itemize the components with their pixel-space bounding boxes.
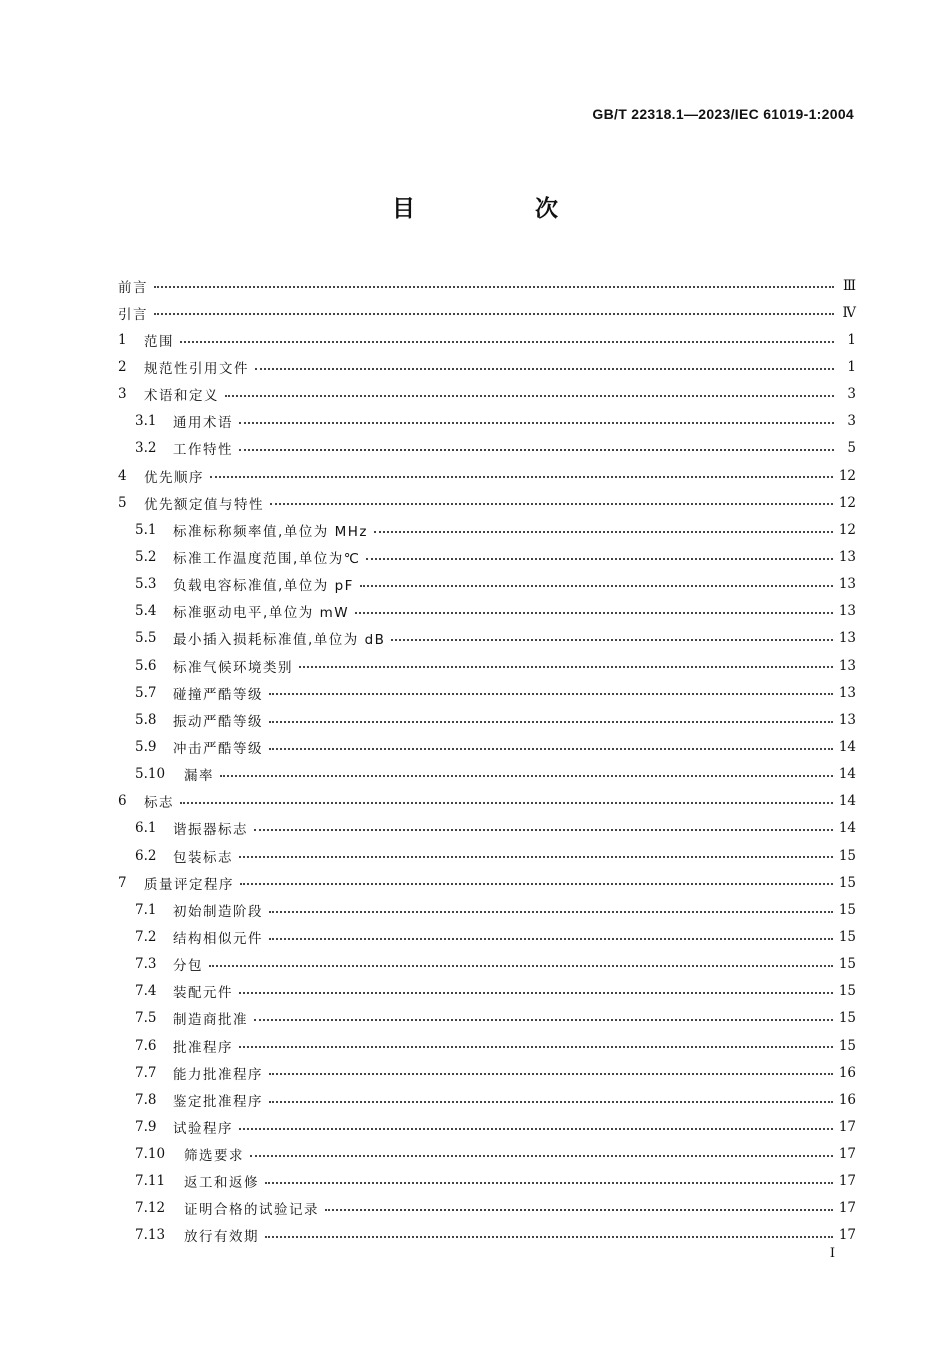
toc-entry-label: 术语和定义 — [144, 388, 219, 405]
toc-entry-number: 7.7 — [135, 1064, 157, 1081]
toc-entry-page: 13 — [838, 576, 856, 593]
toc-entry-label: 振动严酷等级 — [173, 713, 263, 730]
toc-title: 目 次 — [391, 196, 614, 222]
toc-entry-number: 3.1 — [135, 413, 157, 430]
toc-entry-label: 规范性引用文件 — [144, 360, 249, 377]
toc-entry-label: 证明合格的试验记录 — [184, 1202, 319, 1219]
toc-dot-leader — [269, 924, 833, 940]
toc-entry-page: 15 — [838, 847, 856, 864]
toc-entry[interactable] — [118, 1032, 856, 1059]
toc-dot-leader — [265, 1223, 833, 1239]
toc-dot-leader — [240, 870, 833, 886]
toc-entry-page: 15 — [838, 901, 856, 918]
toc-entry-label: 批准程序 — [173, 1039, 233, 1056]
toc-entry[interactable] — [118, 706, 856, 733]
toc-dot-leader — [209, 951, 833, 967]
toc-entry-page: 3 — [847, 413, 856, 430]
toc-entry[interactable] — [118, 1195, 856, 1222]
toc-dot-leader — [239, 436, 834, 452]
toc-entry-page: 16 — [838, 1064, 856, 1081]
toc-dot-leader — [255, 354, 834, 370]
toc-entry-page: 13 — [838, 657, 856, 674]
toc-dot-leader — [366, 544, 832, 560]
toc-entry-number: 5.9 — [135, 738, 157, 755]
toc-entry[interactable] — [118, 978, 856, 1005]
toc-dot-leader — [239, 1033, 833, 1049]
toc-entry[interactable] — [118, 435, 856, 462]
toc-entry-page: 12 — [838, 494, 856, 511]
toc-entry-number: 5.3 — [135, 576, 157, 593]
toc-entry-number: 7.11 — [135, 1173, 166, 1190]
toc-entry-label: 标准标称频率值,单位为 MHz — [173, 523, 368, 540]
toc-entry-page: 17 — [838, 1227, 856, 1244]
toc-entry-page: 3 — [847, 386, 856, 403]
toc-entry-label: 引言 — [118, 306, 148, 323]
toc-entry[interactable] — [118, 625, 856, 652]
toc-entry-number: 5.5 — [135, 630, 157, 647]
toc-entry[interactable] — [118, 1141, 856, 1168]
toc-entry-page: 13 — [838, 684, 856, 701]
toc-entry-number: 5.2 — [135, 548, 157, 565]
toc-entry[interactable] — [118, 299, 856, 326]
toc-entry-page: 13 — [838, 630, 856, 647]
toc-entry-page: 17 — [838, 1173, 856, 1190]
toc-entry[interactable] — [118, 951, 856, 978]
toc-entry-number: 5.8 — [135, 711, 157, 728]
toc-entry-number: 6.1 — [135, 820, 157, 837]
toc-entry-page: 15 — [838, 874, 856, 891]
toc-dot-leader — [250, 1141, 833, 1157]
toc-entry-label: 结构相似元件 — [173, 930, 263, 947]
toc-entry-label: 范围 — [144, 333, 174, 350]
toc-entry-label: 漏率 — [184, 768, 214, 785]
toc-entry[interactable] — [118, 842, 856, 869]
toc-entry[interactable] — [118, 326, 856, 353]
toc-entry-label: 初始制造阶段 — [173, 903, 263, 920]
toc-dot-leader — [269, 1087, 833, 1103]
toc-entry-page: 15 — [838, 956, 856, 973]
toc-entry[interactable] — [118, 1222, 856, 1249]
toc-entry-label: 装配元件 — [173, 985, 233, 1002]
toc-dot-leader — [269, 707, 833, 723]
toc-entry-label: 筛选要求 — [184, 1148, 244, 1165]
toc-entry-number: 7.9 — [135, 1118, 157, 1135]
toc-dot-leader — [154, 300, 834, 316]
toc-entry-number: 7.3 — [135, 956, 157, 973]
toc-entry-page: 13 — [838, 548, 856, 565]
toc-entry[interactable] — [118, 761, 856, 788]
toc-entry[interactable] — [118, 652, 856, 679]
toc-entry-label: 试验程序 — [173, 1120, 233, 1137]
toc-entry-label: 标准气候环境类别 — [173, 659, 293, 676]
toc-entry-number: 7.4 — [135, 983, 157, 1000]
toc-entry-page: 15 — [838, 928, 856, 945]
page-number: I — [829, 1246, 835, 1261]
toc-dot-leader — [180, 788, 833, 804]
toc-entry-page: 13 — [838, 711, 856, 728]
toc-entry-page: 14 — [838, 820, 856, 837]
toc-entry-label: 放行有效期 — [184, 1229, 259, 1246]
toc-entry-label: 标准驱动电平,单位为 mW — [173, 605, 350, 622]
toc-entry-number: 7.12 — [135, 1200, 166, 1217]
toc-dot-leader — [360, 571, 833, 587]
toc-entry[interactable] — [118, 272, 856, 299]
toc-entry-label: 工作特性 — [173, 442, 233, 459]
toc-entry-page: 15 — [838, 983, 856, 1000]
toc-entry-label: 冲击严酷等级 — [173, 740, 263, 757]
toc-entry-number: 7.5 — [135, 1010, 157, 1027]
toc-entry-number: 7.6 — [135, 1037, 157, 1054]
toc-dot-leader — [269, 734, 833, 750]
toc-dot-leader — [239, 978, 833, 994]
toc-entry[interactable] — [118, 598, 856, 625]
toc-entry[interactable] — [118, 733, 856, 760]
toc-entry-page: 15 — [838, 1010, 856, 1027]
toc-entry-label: 返工和返修 — [184, 1175, 259, 1192]
toc-entry-page: 14 — [838, 766, 856, 783]
toc-entry-page: 12 — [838, 467, 856, 484]
toc-entry-label: 包装标志 — [173, 849, 233, 866]
toc-dot-leader — [325, 1196, 833, 1212]
toc-entry-number: 6 — [118, 793, 127, 810]
toc-entry-page: 1 — [847, 358, 856, 375]
toc-entry-page: 12 — [838, 521, 856, 538]
toc-entry-number: 5.10 — [135, 766, 166, 783]
toc-entry-label: 最小插入损耗标准值,单位为 dB — [173, 632, 386, 649]
toc-entry-number: 1 — [118, 331, 127, 348]
toc-entry-label: 前言 — [118, 279, 148, 296]
toc-entry-label: 制造商批准 — [173, 1012, 248, 1029]
toc-entry-label: 能力批准程序 — [173, 1066, 263, 1083]
toc-dot-leader — [254, 1006, 833, 1022]
toc-entry-number: 4 — [118, 467, 127, 484]
toc-entry-number: 7.13 — [135, 1227, 166, 1244]
toc-entry-number: 2 — [118, 358, 127, 375]
toc-entry-page: 17 — [838, 1118, 856, 1135]
toc-entry-number: 7 — [118, 874, 127, 891]
toc-entry[interactable] — [118, 543, 856, 570]
toc-entry-label: 鉴定批准程序 — [173, 1093, 263, 1110]
toc-entry[interactable] — [118, 1005, 856, 1032]
toc-entry[interactable] — [118, 462, 856, 489]
toc-entry[interactable] — [118, 869, 856, 896]
toc-entry[interactable] — [118, 1113, 856, 1140]
toc-dot-leader — [374, 517, 833, 533]
toc-entry-label: 通用术语 — [173, 415, 233, 432]
toc-list — [118, 272, 856, 1249]
toc-dot-leader — [265, 1168, 833, 1184]
toc-dot-leader — [254, 816, 833, 832]
toc-dot-leader — [269, 680, 833, 696]
toc-entry-number: 3.2 — [135, 440, 157, 457]
toc-entry-page: 1 — [847, 331, 856, 348]
toc-entry[interactable] — [118, 489, 856, 516]
toc-entry-page: 17 — [838, 1146, 856, 1163]
toc-entry-number: 7.2 — [135, 928, 157, 945]
toc-entry-label: 优先顺序 — [144, 469, 204, 486]
toc-entry-label: 分包 — [173, 958, 203, 975]
toc-dot-leader — [391, 626, 832, 642]
toc-entry-number: 5 — [118, 494, 127, 511]
toc-entry-page: 14 — [838, 738, 856, 755]
toc-entry-number: 7.1 — [135, 901, 157, 918]
toc-entry-number: 7.10 — [135, 1146, 166, 1163]
toc-entry-number: 3 — [118, 386, 127, 403]
toc-entry-number: 5.7 — [135, 684, 157, 701]
toc-entry[interactable] — [118, 679, 856, 706]
toc-entry-number: 6.2 — [135, 847, 157, 864]
toc-dot-leader — [225, 381, 834, 397]
toc-entry[interactable] — [118, 896, 856, 923]
toc-entry-label: 质量评定程序 — [144, 876, 234, 893]
toc-entry[interactable] — [118, 381, 856, 408]
toc-entry-page: 17 — [838, 1200, 856, 1217]
toc-entry-label: 优先额定值与特性 — [144, 496, 264, 513]
toc-entry-label: 碰撞严酷等级 — [173, 686, 263, 703]
toc-entry[interactable] — [118, 815, 856, 842]
toc-entry-page: 15 — [838, 1037, 856, 1054]
toc-entry[interactable] — [118, 571, 856, 598]
toc-entry-label: 负载电容标准值,单位为 pF — [173, 578, 354, 595]
toc-dot-leader — [239, 409, 834, 425]
toc-entry-label: 标志 — [144, 795, 174, 812]
toc-dot-leader — [154, 273, 834, 289]
toc-entry[interactable] — [118, 408, 856, 435]
toc-entry[interactable] — [118, 923, 856, 950]
toc-entry-number: 5.1 — [135, 521, 157, 538]
toc-entry[interactable] — [118, 1168, 856, 1195]
toc-entry-page: 5 — [847, 440, 856, 457]
standard-code: GB/T 22318.1—2023/IEC 61019-1:2004 — [592, 106, 854, 122]
toc-entry-page: 16 — [838, 1091, 856, 1108]
toc-entry-number: 5.4 — [135, 603, 157, 620]
toc-dot-leader — [269, 1060, 833, 1076]
toc-dot-leader — [269, 897, 833, 913]
toc-entry-number: 5.6 — [135, 657, 157, 674]
toc-entry[interactable] — [118, 1059, 856, 1086]
toc-entry-label: 标准工作温度范围,单位为℃ — [173, 550, 361, 567]
toc-dot-leader — [239, 1114, 833, 1130]
toc-entry-label: 谐振器标志 — [173, 822, 248, 839]
toc-entry-page: Ⅳ — [842, 304, 856, 321]
toc-entry-number: 7.8 — [135, 1091, 157, 1108]
toc-dot-leader — [180, 327, 834, 343]
toc-dot-leader — [210, 463, 833, 479]
toc-dot-leader — [355, 599, 833, 615]
toc-entry[interactable] — [118, 788, 856, 815]
toc-entry-page: 14 — [838, 793, 856, 810]
toc-dot-leader — [239, 843, 833, 859]
toc-entry[interactable] — [118, 516, 856, 543]
toc-dot-leader — [220, 761, 833, 777]
toc-entry[interactable] — [118, 1086, 856, 1113]
toc-entry-page: Ⅲ — [842, 277, 856, 294]
toc-entry[interactable] — [118, 353, 856, 380]
toc-entry-page: 13 — [838, 603, 856, 620]
toc-dot-leader — [299, 653, 833, 669]
toc-dot-leader — [270, 490, 833, 506]
